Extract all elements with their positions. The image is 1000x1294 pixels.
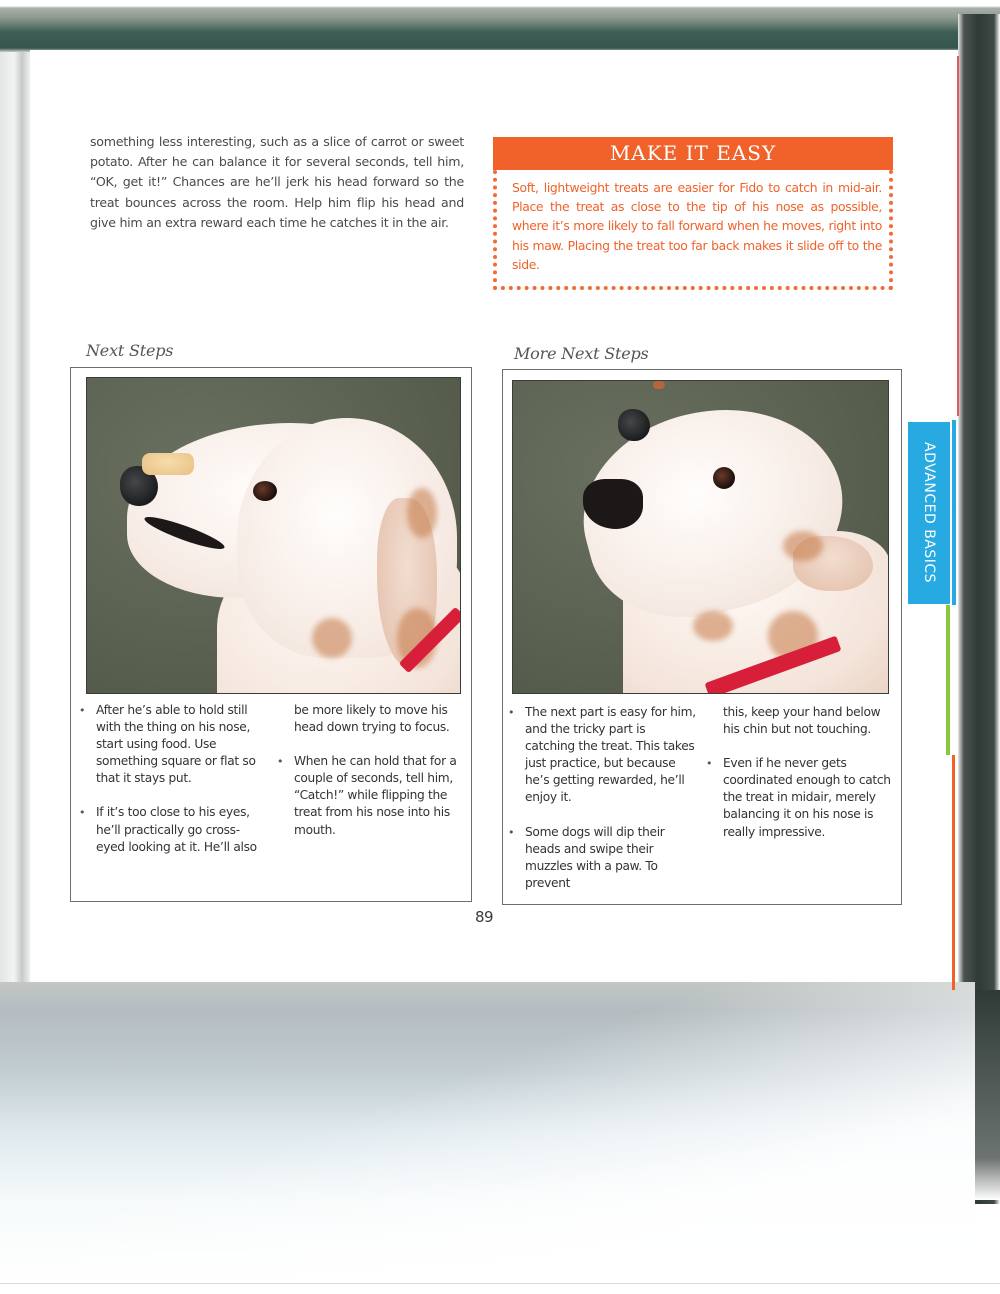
bullet-item: • Some dogs will dip their heads and swipe their muzzles with a paw. To prevent [508, 824, 665, 890]
bullet-item: • After he’s able to hold still with the thing on his nose, start using food. Use something square or flat so that it stays put. [79, 703, 256, 786]
dog-nose [618, 409, 650, 441]
scan-bottom-shadow [0, 982, 975, 1282]
dog-eye [713, 467, 735, 489]
panel-title-more-next-steps: More Next Steps [514, 344, 649, 363]
tip-title: MAKE IT EASY [493, 137, 893, 170]
bullet-icon: • [277, 755, 284, 769]
edge-tab-orange [952, 755, 955, 990]
bullet-icon: • [79, 806, 86, 820]
bullet-icon: • [706, 757, 713, 771]
bullet-continuation: be more likely to move his head down trying to focus. [294, 703, 450, 735]
scan-bottom-line [0, 1283, 1000, 1284]
photo-dog-catching-treat [512, 380, 889, 694]
page-number: 89 [474, 908, 494, 926]
bullet-continuation: this, keep your hand below his chin but not touching. [723, 705, 881, 737]
edge-tab-green [946, 605, 950, 755]
bullet-item: • When he can hold that for a couple of seconds, tell him, “Catch!” while flipping the treat from his nose into his mouth. [277, 754, 457, 837]
panel-2-column-right [706, 704, 896, 858]
scan-top-edge [0, 0, 1000, 52]
edge-tab-blue [952, 420, 956, 605]
bullet-item: • The next part is easy for him, and the tricky part is catching the treat. This takes just practice, but because he’s getting rewarded, he’ll enjoy it. [508, 705, 696, 805]
dog-eye [253, 481, 277, 501]
bullet-icon: • [79, 704, 86, 717]
edge-tab-red-top [957, 56, 959, 416]
bullet-item: • If it’s too close to his eyes, he’ll practically go cross-eyed looking at it. He’ll also [79, 805, 257, 854]
bullet-item: • Even if he never gets coordinated enough to catch the treat in midair, merely balancing it on his nose is really impressive. [706, 756, 891, 839]
panel-title-next-steps: Next Steps [86, 341, 174, 360]
treat-midair [653, 381, 665, 389]
photo-dog-balancing-treat [86, 377, 461, 694]
chapter-tab-label: ADVANCED BASICS [921, 442, 937, 584]
bullet-icon: • [508, 825, 515, 839]
tip-body: Soft, lightweight treats are easier for Fido to catch in mid-air. Place the treat as close to the tip of his nose as possible, where it’s more likely to fall forward when he moves, right into his maw. Placing the treat too far back makes it slide off to the side. [512, 180, 882, 272]
panel-1-column-left [79, 702, 264, 873]
treat-bone [142, 453, 194, 475]
bullet-icon: • [508, 706, 515, 719]
panel-2-column-left [508, 704, 698, 909]
book-cover-edge [975, 990, 1000, 1200]
intro-paragraph: something less interesting, such as a slice of carrot or sweet potato. After he can balance it for several seconds, tell him, “OK, get it!” Chances are he’ll jerk his head forward so the treat bounces across the room. Help him flip his head and give him an extra reward each time he catches it in the air. [90, 134, 464, 230]
panel-1-column-right [277, 702, 462, 856]
